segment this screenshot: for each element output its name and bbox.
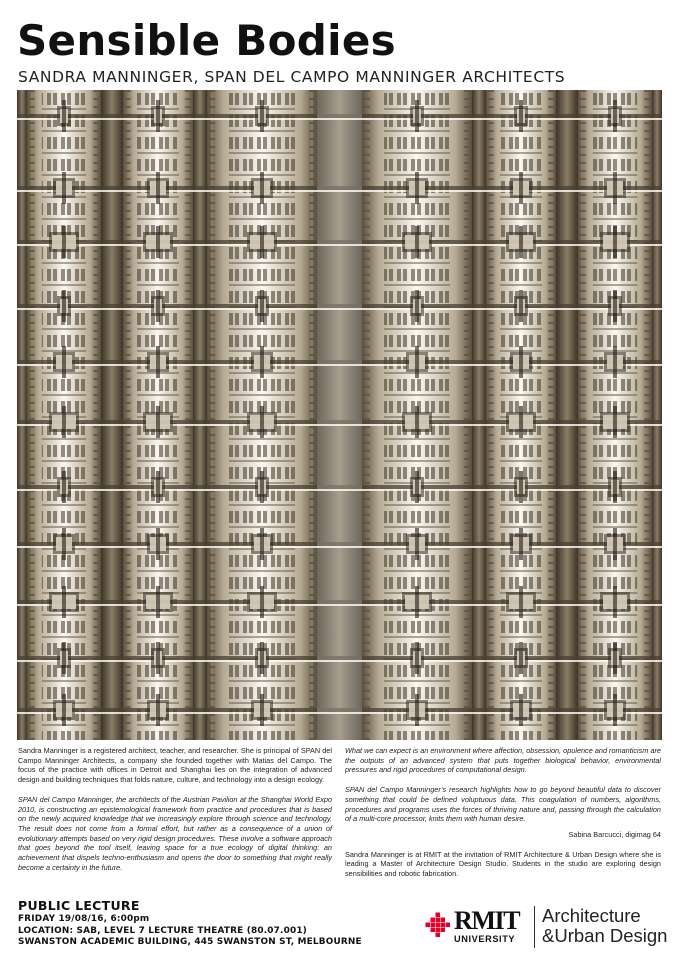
- rmit-wordmark: RMIT: [454, 906, 520, 935]
- body-column-right: [345, 746, 661, 889]
- poster-title: Sensible Bodies: [17, 16, 396, 65]
- lecture-datetime: FRIDAY 19/08/16, 6:00pm: [18, 914, 150, 924]
- lecture-heading: PUBLIC LECTURE: [18, 898, 140, 913]
- lecture-location: LOCATION: SAB, LEVEL 7 LECTURE THEATRE (80.07.001): [18, 925, 308, 936]
- lecture-address: SWANSTON ACADEMIC BUILDING, 445 SWANSTON ST, MELBOURNE: [18, 937, 362, 947]
- invitation-paragraph: Sandra Manninger is at RMIT at the invitation of RMIT Architecture & Urban Design where she is leading a Master of Architecture Design Studio. Students in the studio are exploring design sensibilities and robotic fabrication.: [345, 849, 661, 879]
- quote-attribution: Sabina Barcucci, digimag 64: [568, 829, 661, 839]
- logo-divider: [534, 906, 535, 948]
- quote-paragraph-2: SPAN del Campo Manninger’s research highlights how to go beyond beautiful data to discover something that could be defined voluptuous data. This coagulation of numbers, algorithms, procedures and programs uses the forces of thriving nature and, passing through the calculation of a multi-core processor, knits them with human desire.: [345, 785, 661, 824]
- school-name-line-2: &Urban Design: [542, 925, 668, 946]
- rmit-university-label: UNIVERSITY: [454, 934, 516, 944]
- bio-paragraph: Sandra Manninger is a registered architect, teacher, and researcher. She is principal of SPAN del Campo Manninger Architects, a company she founded together with Matias del Campo. The focus of the practice with offices in Detroit and Shanghai lies on the integration of advanced design and building techniques that folds nature, culture, and technology into a design ecology.: [18, 746, 332, 785]
- practice-paragraph: SPAN del Campo Manninger, the architects of the Austrian Pavilion at the Shanghai World Expo 2010, is constructing an epistemological framework from practice and procedures that is based on the newly acquired knowledge that we increasingly explore through science and technology. The result does not come from a formal effort, but rather as a consequence of a union of evolutionary attempts based on very rigid design procedures. These involve a software approach that goes beyond the tool itself, leaving space for a true ecology of digital thinking: an achievement that dispels techno-enthusiasm and opens the door to something that might really become a certainty in the future.: [18, 794, 332, 872]
- rmit-pixel-mark-icon: [425, 912, 451, 938]
- quote-paragraph-1: What we can expect is an environment where affection, obsession, opulence and romanticism are the outputs of an advanced system that puts together biological behavior, environmental pressures and rigid procedures of computational design.: [345, 746, 661, 775]
- school-name: [542, 906, 667, 946]
- school-name-line-1: Architecture: [542, 905, 641, 926]
- hero-image: [17, 90, 662, 740]
- body-column-left: [18, 746, 332, 882]
- poster-subtitle: SANDRA MANNINGER, SPAN DEL CAMPO MANNINGER ARCHITECTS: [18, 68, 566, 86]
- lecture-details: [18, 898, 362, 949]
- rmit-logo: [425, 905, 668, 950]
